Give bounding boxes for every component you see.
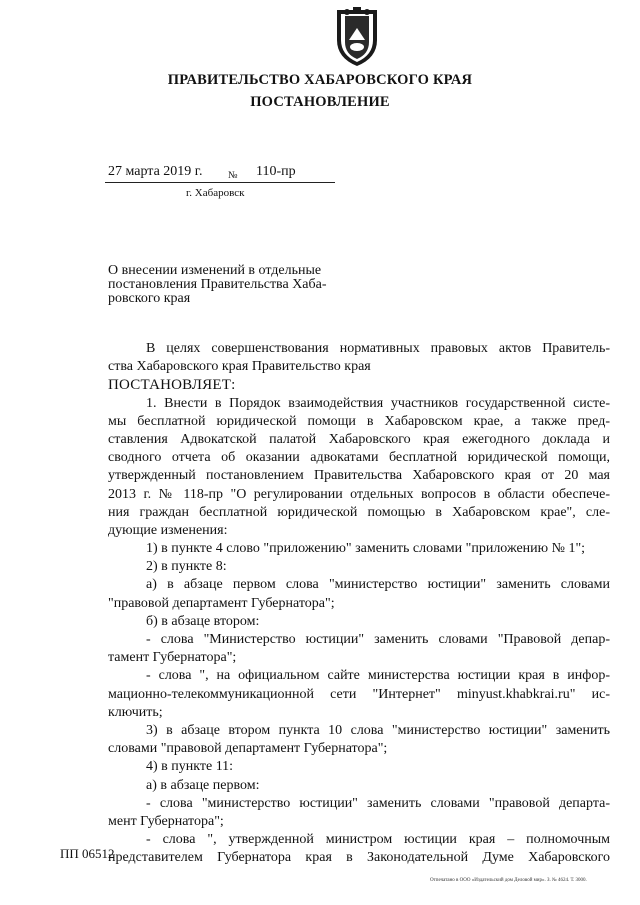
body-line: - слова "Министерство юстиции" заменить словами "Правовой депар- bbox=[146, 632, 610, 647]
body-line: ставления Адвокатской палатой Хабаровского края ежегодного доклада и bbox=[108, 431, 610, 447]
body-line: 2013 г. № 118-пр "О регулировании отдельных вопросов в области обеспече- bbox=[108, 486, 610, 502]
coat-of-arms-icon bbox=[331, 6, 383, 68]
resolve-heading: ПОСТАНОВЛЯЕТ: bbox=[108, 377, 236, 394]
number-sign: № bbox=[228, 170, 238, 181]
body-line: дующие изменения: bbox=[108, 522, 228, 538]
body-line: а) в абзаце первом слова "министерство юстиции" заменить словами bbox=[146, 577, 610, 593]
subject-line: О внесении изменений в отдельные bbox=[108, 263, 322, 278]
body-line: мы бесплатной юридической помощи в Хабаровском крае, а также пред- bbox=[108, 413, 610, 429]
document-subject bbox=[108, 264, 348, 306]
body-line: 3) в абзаце втором пункта 10 слова "министерство юстиции" заменить bbox=[146, 722, 610, 738]
document-city: г. Хабаровск bbox=[186, 187, 245, 199]
body-line: представителем Губернатора края в Законодательной Думе Хабаровского bbox=[108, 850, 610, 866]
body-line: - слова ", на официальном сайте министерства юстиции края в инфор- bbox=[146, 668, 610, 684]
body-line: 4) в пункте 11: bbox=[146, 759, 234, 775]
document-date: 27 марта 2019 г. bbox=[108, 164, 203, 179]
body-line: б) в абзаце втором: bbox=[146, 613, 260, 629]
body-line: утвержденный постановлением Правительства Хабаровского края от 20 мая bbox=[108, 468, 610, 484]
body-line: мент Губернатора"; bbox=[108, 813, 224, 829]
body-line: ключить; bbox=[108, 704, 163, 720]
body-line: сводного отчета об оказании адвокатами бесплатной юридической помощи, bbox=[108, 450, 610, 466]
body-line: В целях совершенствования нормативных правовых актов Правитель- bbox=[146, 341, 610, 356]
document-number: 110-пр bbox=[256, 164, 296, 179]
body-line: "правовой департамент Губернатора"; bbox=[108, 595, 335, 611]
body-line: тамент Губернатора"; bbox=[108, 650, 237, 666]
body-line: ства Хабаровского края Правительство края bbox=[108, 359, 371, 375]
document-body bbox=[108, 340, 610, 867]
date-number-underline bbox=[105, 182, 335, 183]
body-line: а) в абзаце первом: bbox=[146, 777, 260, 793]
body-line: мационно-телекоммуникационной сети "Интернет" minyust.khabkrai.ru" ис- bbox=[108, 686, 610, 702]
government-title: ПРАВИТЕЛЬСТВО ХАБАРОВСКОГО КРАЯ bbox=[167, 72, 473, 88]
printer-imprint: Отпечатано в ООО «Издательский дом Деловой мир». З. № 4624. Т. 3000. bbox=[430, 878, 587, 883]
body-line: ния граждан бесплатной юридической помощью в Хабаровском крае", сле- bbox=[108, 504, 610, 520]
body-line: словами "правовой департамент Губернатора"; bbox=[108, 741, 388, 757]
body-line: 1. Внести в Порядок взаимодействия участников государственной систе- bbox=[146, 395, 610, 411]
body-line: 2) в пункте 8: bbox=[146, 559, 227, 575]
subject-line: ровского края bbox=[108, 291, 191, 306]
body-line: - слова "министерство юстиции" заменить словами "правовой департа- bbox=[146, 795, 610, 811]
subject-line: постановления Правительства Хаба- bbox=[108, 277, 327, 292]
body-line: - слова ", утвержденной министром юстиции края – полномочным bbox=[146, 832, 610, 848]
document-code: ПП 06512 bbox=[60, 846, 115, 861]
body-line: 1) в пункте 4 слово "приложению" заменить словами "приложению № 1"; bbox=[146, 541, 586, 557]
document-type-title: ПОСТАНОВЛЕНИЕ bbox=[250, 94, 390, 110]
